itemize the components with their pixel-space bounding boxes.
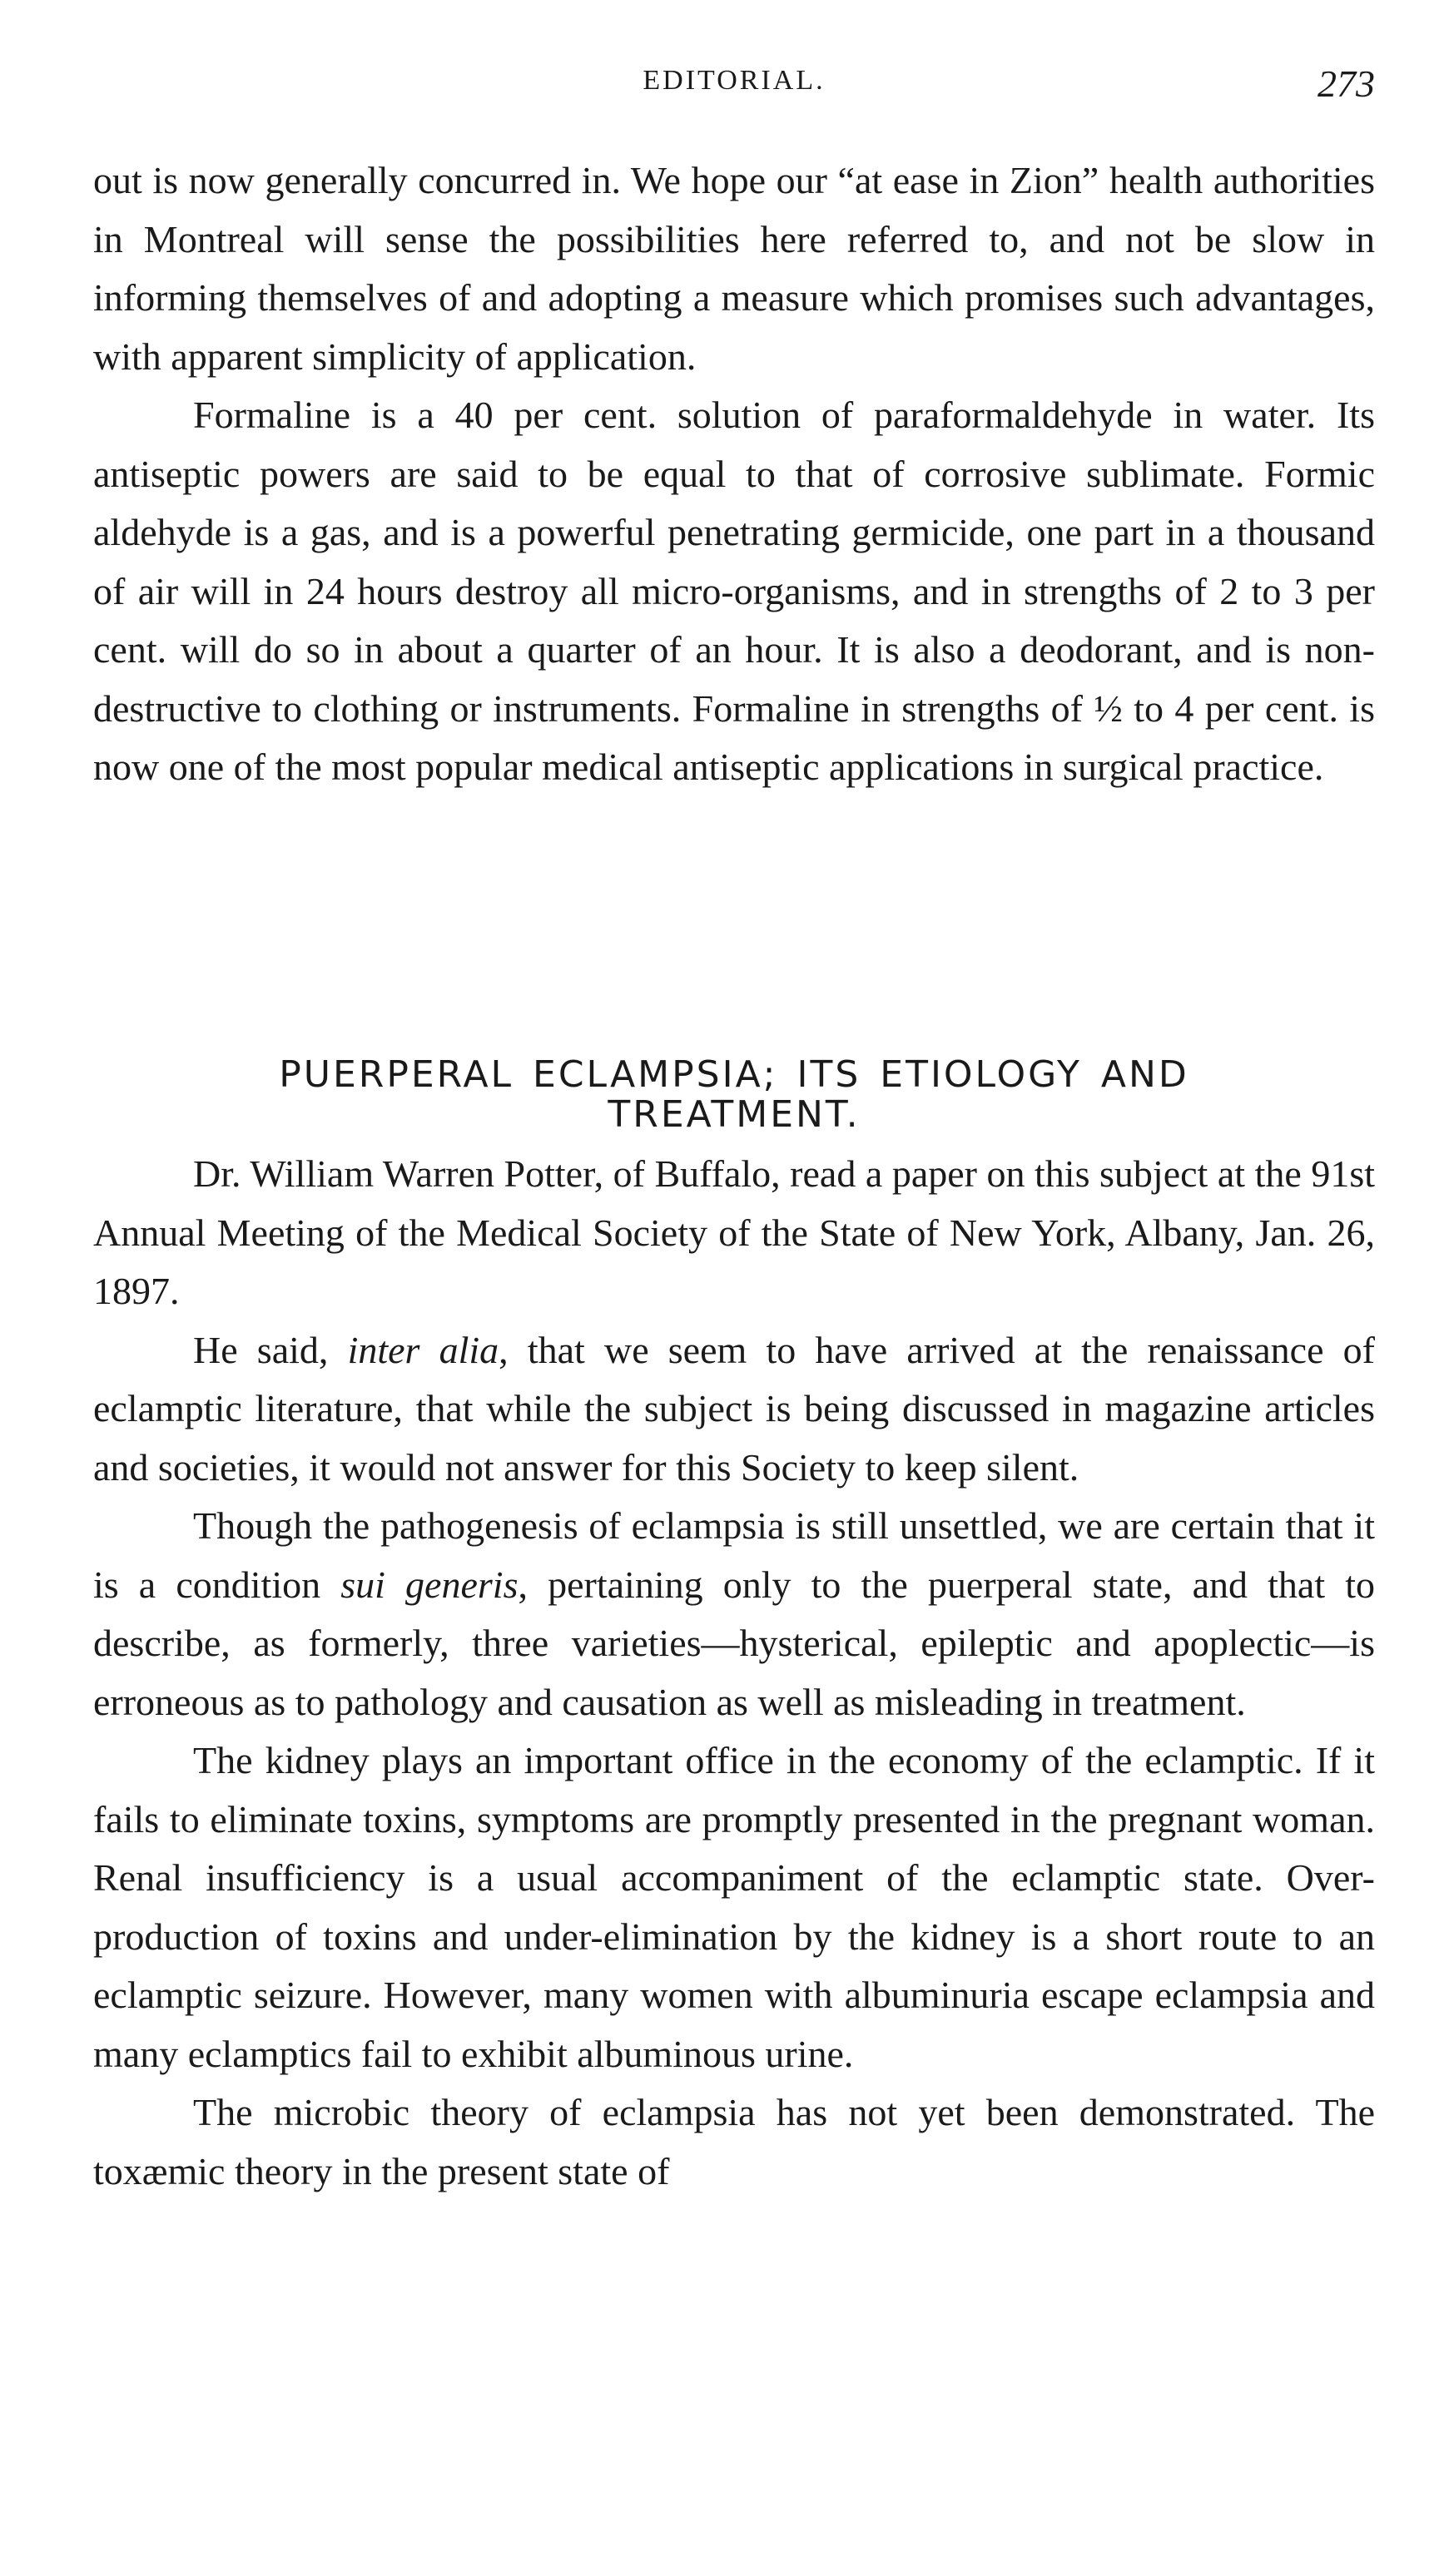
p2-text-after: , that we seem to have arrived at the renaissance of eclamptic literature, that while the subject is being discussed in magazine articles and societies, it would not answer for this Society to keep silent. <box>93 1328 1375 1489</box>
p3-text-after: , pertaining only to the puerperal state, and that to describe, as formerly, three varieties—hysterical, epileptic and apoplectic—is erroneous as to pathology and causation as well as misleading in treatment. <box>93 1563 1376 1723</box>
p2-text-before: He said, <box>193 1328 348 1371</box>
paragraph-inter-alia <box>93 1321 1375 1498</box>
paragraph-formaline: Formaline is a 40 per cent. solution of paraformaldehyde in water. Its antiseptic powers are said to be equal to that of corrosive sublimate. Formic aldehyde is a gas, and is a powerful penetrating germicide, one part in a thousand of air will in 24 hours destroy all micro-organisms, and in strengths of 2 to 3 per cent. will do so in about a quarter of an hour. It is also a deodorant, and is non-destructive to clothing or instruments. Formaline in strengths of ½ to 4 per cent. is now one of the most popular medical antiseptic applications in surgical practice. <box>93 394 1375 788</box>
p2-italic-phrase: inter alia <box>347 1328 499 1371</box>
eclampsia-article-body <box>93 1145 1375 2201</box>
section-heading <box>93 1055 1375 1135</box>
paragraph-potter-paper: Dr. William Warren Potter, of Buffalo, read a paper on this subject at the 91st Annual Meeting of the Medical Society of the State of New York, Albany, Jan. 26, 1897. <box>93 1152 1375 1312</box>
section-heading-line-1: PUERPERAL ECLAMPSIA; ITS ETIOLOGY AND <box>279 1053 1189 1096</box>
section-heading-line-2: TREATMENT. <box>608 1093 861 1136</box>
continued-text-block <box>93 151 1375 797</box>
page-number: 273 <box>1317 62 1375 105</box>
paragraph-continuation: out is now generally concurred in. We hope our “at ease in Zion” health authorities in Montreal will sense the possibilities here referred to, and not be slow in informing themselves of and adopting a measure which promises such advantages, with apparent simplicity of application. <box>93 159 1375 378</box>
paragraph-kidney: The kidney plays an important office in the economy of the eclamptic. If it fails to eliminate toxins, symptoms are promptly presented in the pregnant woman. Renal insufficiency is a usual accompaniment of the eclamptic state. Over-production of toxins and under-elimination by the kidney is a short route to an eclamptic seizure. However, many women with albuminuria escape eclampsia and many eclamptics fail to exhibit albuminous urine. <box>93 1739 1375 2075</box>
p3-text-before: Though the pathogenesis of eclampsia is still unsettled, we are certain that it is a condition <box>93 1504 1375 1606</box>
running-title: EDITORIAL. <box>643 65 826 96</box>
paragraph-microbic-theory: The microbic theory of eclampsia has not yet been demonstrated. The toxæmic theory in the present state of <box>93 2091 1375 2192</box>
running-head <box>93 62 1375 115</box>
p3-italic-phrase: sui generis <box>340 1563 519 1606</box>
paragraph-pathogenesis <box>93 1497 1375 1731</box>
